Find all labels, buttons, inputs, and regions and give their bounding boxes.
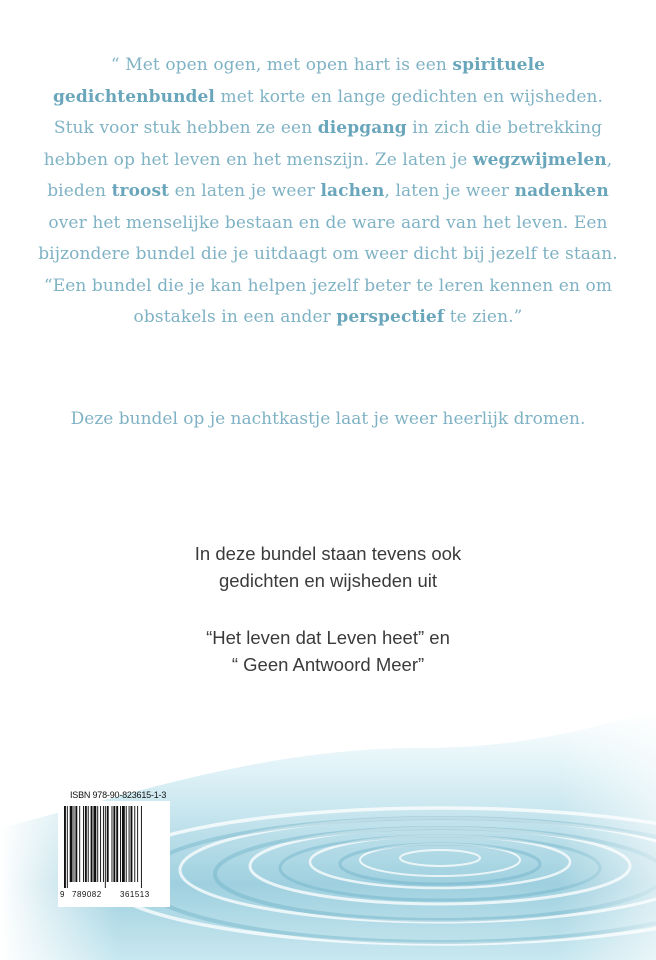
barcode-bar — [75, 806, 77, 882]
blurb-emphasis: nadenken — [514, 181, 609, 201]
barcode-bar — [70, 806, 73, 882]
barcode-bar — [74, 806, 75, 882]
blurb-emphasis: diepgang — [317, 118, 407, 138]
barcode-bar — [64, 806, 66, 888]
barcode-bar — [105, 806, 106, 888]
included-titles — [100, 624, 556, 678]
isbn-label: ISBN 978-90-823615-1-3 — [70, 790, 167, 800]
barcode-bar — [141, 806, 142, 888]
barcode-bar — [107, 806, 109, 882]
barcode-bar — [85, 806, 87, 882]
blurb-text: “ Met open ogen, met open hart is een — [110, 55, 453, 75]
blurb-text: in zich die betrekking hebben op het leven en het menszijn. Ze laten je — [43, 118, 603, 170]
also-included-line: gedichten en wijsheden uit — [218, 570, 438, 591]
barcode-digits-left: 789082 — [72, 890, 102, 899]
barcode-bar — [129, 806, 130, 882]
blurb-text: met korte en lange gedichten en wijsheden. Stuk voor stuk hebben ze een — [53, 86, 604, 138]
barcode-digits-right: 361513 — [120, 890, 150, 899]
blurb-text: en laten je weer — [169, 181, 321, 201]
barcode-bar — [91, 806, 93, 882]
barcode-bar — [113, 806, 115, 882]
blurb-emphasis: perspectief — [336, 307, 445, 327]
included-title: “ Geen Antwoord Meer” — [231, 654, 425, 675]
also-included-line: In deze bundel staan tevens ook — [194, 543, 462, 564]
blurb-text: te zien.” — [444, 307, 523, 327]
barcode-bar — [131, 806, 133, 882]
barcode-bar — [79, 806, 80, 882]
barcode-bar — [97, 806, 98, 882]
barcode-bar — [120, 806, 121, 882]
barcode-bar — [134, 806, 135, 882]
included-title: “Het leven dat Leven heet” en — [206, 627, 450, 648]
barcode-bar — [112, 806, 113, 882]
barcode-bar — [137, 806, 138, 882]
barcode-bar — [100, 806, 101, 882]
barcode-bar — [88, 806, 89, 882]
barcode-digit-first: 9 — [60, 890, 65, 899]
barcode-bar — [93, 806, 96, 882]
barcode-bar — [103, 806, 104, 882]
blurb-emphasis: wegzwijmelen — [472, 149, 607, 170]
barcode-bar — [116, 806, 118, 882]
barcode-bar — [122, 806, 125, 882]
blurb-text: over het menselijke bestaan en de ware aard van het leven. Een bijzondere bundel die je uitdaagt om weer dicht bij jezelf te staan. “Een bundel die je kan helpen jezelf beter te leren kennen en om obstakels in een ander — [38, 212, 618, 327]
blurb-emphasis: troost — [111, 181, 170, 201]
blurb-text: , bieden — [47, 149, 613, 201]
blurb-emphasis: lachen — [320, 181, 385, 201]
isbn-barcode — [64, 806, 164, 888]
blurb-emphasis: spirituele gedichtenbundel — [52, 55, 546, 107]
barcode-bar — [67, 806, 68, 888]
barcode-bar — [83, 806, 84, 882]
also-included-note — [100, 540, 556, 594]
back-cover-blurb — [36, 50, 620, 334]
dream-line: Deze bundel op je nachtkastje laat je weer heerlijk dromen. — [70, 409, 586, 429]
blurb-text: , laten je weer — [384, 181, 515, 201]
barcode-bar — [126, 806, 127, 882]
